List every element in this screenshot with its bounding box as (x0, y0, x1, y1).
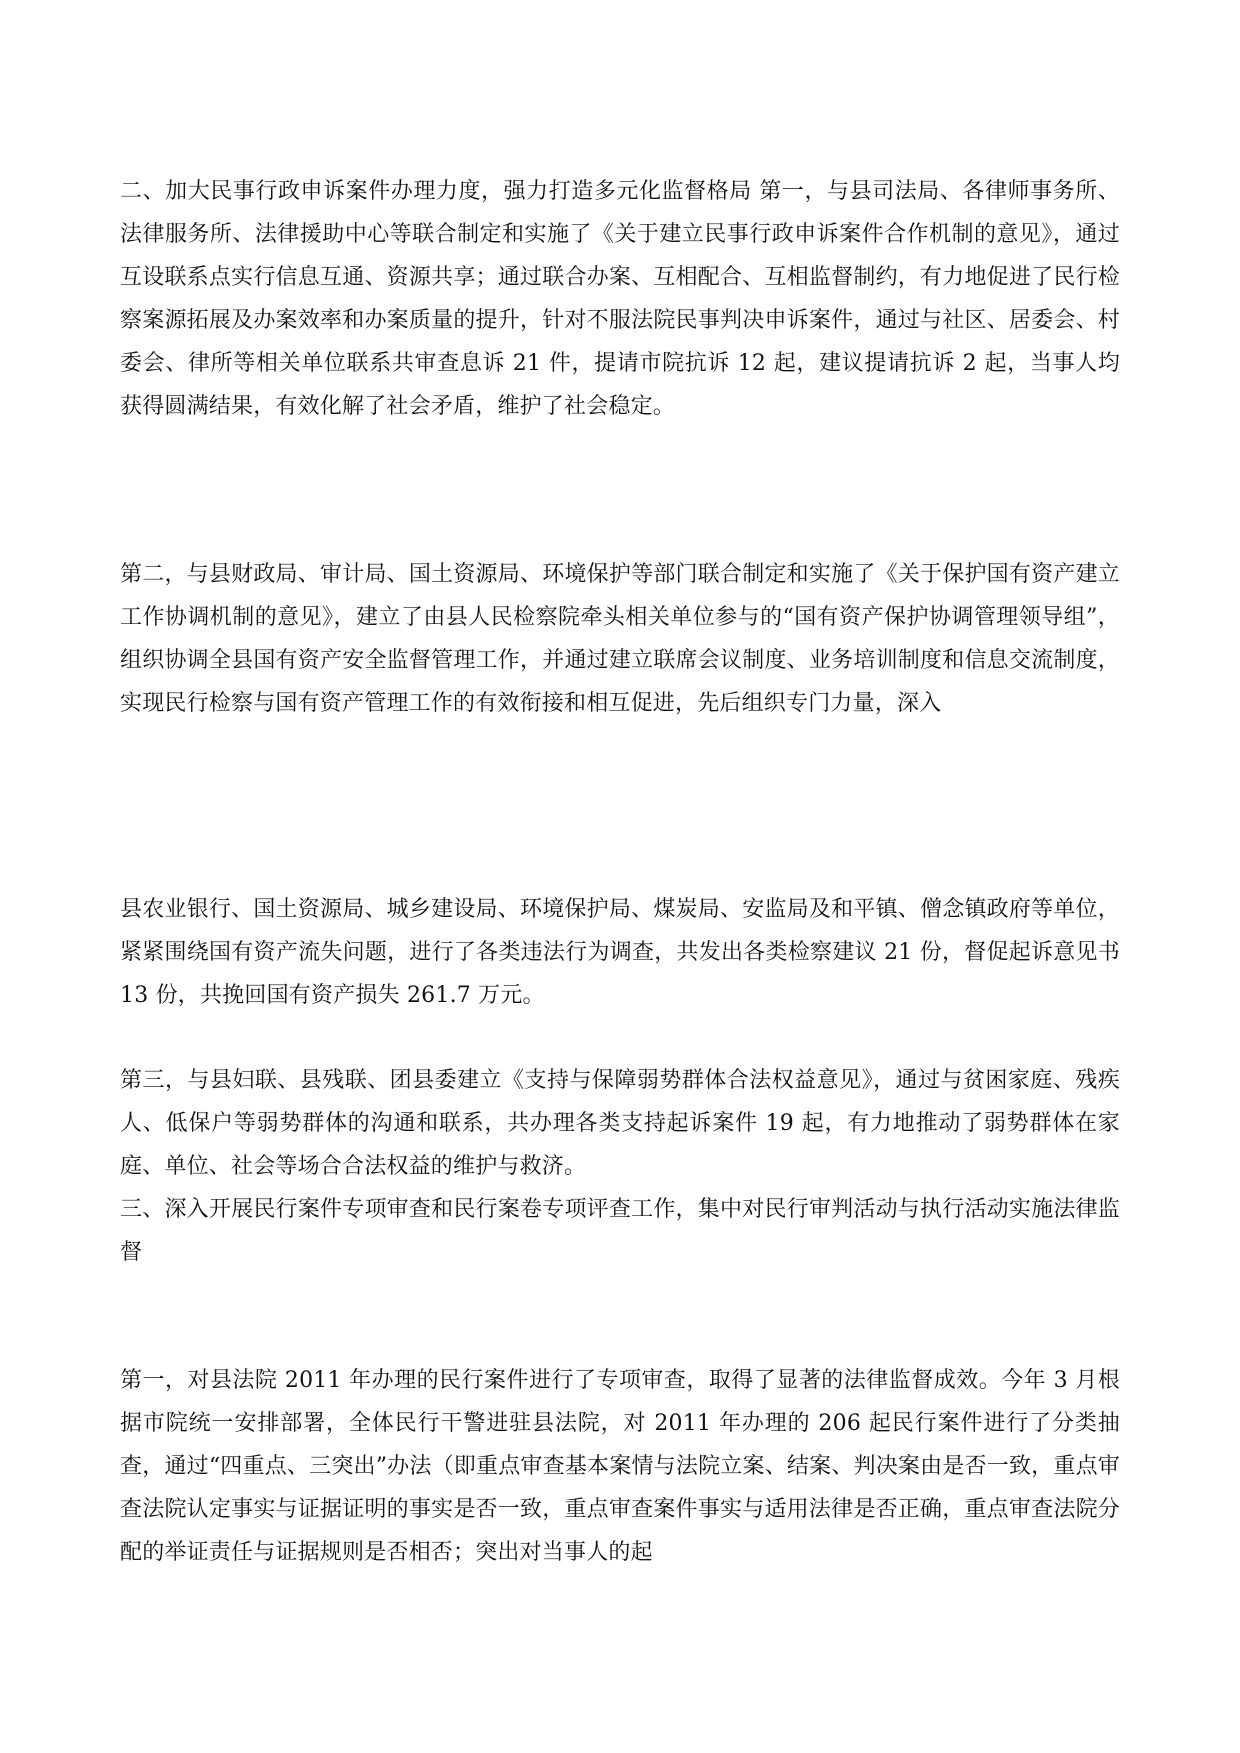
paragraph-continuation: 县农业银行、国土资源局、城乡建设局、环境保护局、煤炭局、安监局及和平镇、僧念镇政府等单位，紧紧围绕国有资产流失问题，进行了各类违法行为调查，共发出各类检察建议 21 份，督促起诉意见书 13 份，共挽回国有资产损失 261.7 万元。 (120, 897, 1120, 1008)
section-three-heading: 三、深入开展民行案件专项审查和民行案卷专项评查工作，集中对民行审判活动与执行活动实施法律监督 (120, 1197, 1120, 1265)
paragraph-section-three-first: 第一，对县法院 2011 年办理的民行案件进行了专项审查，取得了显著的法律监督成效。今年 3 月根据市院统一安排部署，全体民行干警进驻县法院，对 2011 年办理的 206 起民行案件进行了分类抽查，通过“四重点、三突出”办法（即重点审查基本案情与法院立案、结案、判决案由是否一致，重点审查法院认定事实与证据证明的事实是否一致，重点审查案件事实与适用法律是否正确，重点审查法院分配的举证责任与证据规则是否相否；突出对当事人的起 (120, 1368, 1120, 1565)
paragraph-section-two-first: 二、加大民事行政申诉案件办理力度，强力打造多元化监督格局 第一，与县司法局、各律师事务所、法律服务所、法律援助中心等联合制定和实施了《关于建立民事行政申诉案件合作机制的意见》，通过互设联系点实行信息互通、资源共享；通过联合办案、互相配合、互相监督制约，有力地促进了民行检察案源拓展及办案效率和办案质量的提升，针对不服法院民事判决申诉案件，通过与社区、居委会、村委会、律所等相关单位联系共审查息诉 21 件，提请市院抗诉 12 起，建议提请抗诉 2 起，当事人均获得圆满结果，有效化解了社会矛盾，维护了社会稳定。 (120, 179, 1120, 419)
paragraph-third: 第三，与县妇联、县残联、团县委建立《支持与保障弱势群体合法权益意见》，通过与贫困家庭、残疾人、低保户等弱势群体的沟通和联系，共办理各类支持起诉案件 19 起，有力地推动了弱势群体在家庭、单位、社会等场合合法权益的维护与救济。 (120, 1068, 1120, 1179)
paragraph-second: 第二，与县财政局、审计局、国土资源局、环境保护等部门联合制定和实施了《关于保护国有资产建立工作协调机制的意见》，建立了由县人民检察院牵头相关单位参与的“国有资产保护协调管理领导组”，组织协调全县国有资产安全监督管理工作，并通过建立联席会议制度、业务培训制度和信息交流制度，实现民行检察与国有资产管理工作的有效衔接和相互促进，先后组织专门力量，深入 (120, 562, 1120, 716)
